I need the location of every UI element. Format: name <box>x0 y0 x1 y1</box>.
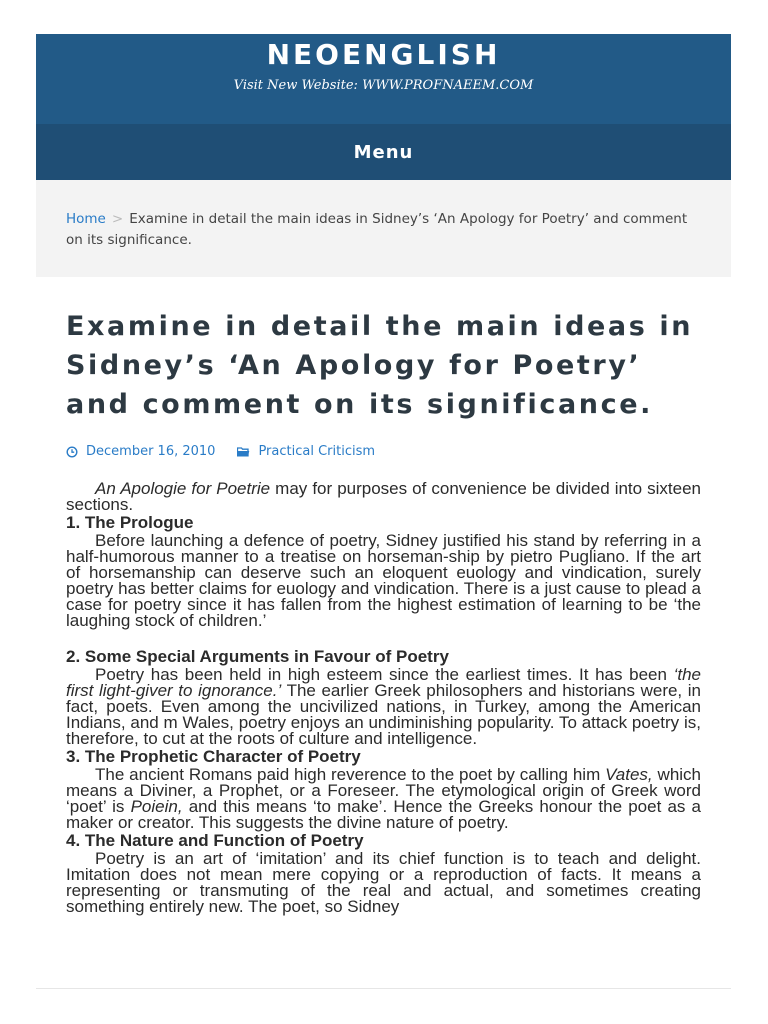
post-title: Examine in detail the main ideas in Sidney’s ‘An Apology for Poetry’ and comment on its significance. <box>66 311 694 420</box>
post-date-text: December 16, 2010 <box>86 444 216 459</box>
article-body <box>66 481 701 915</box>
breadcrumb-current: Examine in detail the main ideas in Sidney’s ‘An Apology for Poetry’ and comment on its significance. <box>66 211 688 248</box>
intro-text: may for purposes of convenience be divided into sixteen sections. <box>66 479 702 514</box>
post-content <box>36 307 731 915</box>
post-meta <box>66 444 701 459</box>
section-paragraph: Before launching a defence of poetry, Sidney justified his stand by referring in a half-humorous manner to a treatise on horseman-ship by pietro Pugliano. If the art of horsemanship can deserve such an eloquent euology and vindication, surely poetry has better claims for euology and vindication. There is a just cause to plead a case for poetry since it has fallen from the highest estimation of learning to be ‘the laughing stock of children.’ <box>66 531 701 630</box>
text-run: Poetry has been held in high esteem since the earliest times. It has been <box>95 665 674 684</box>
post-date[interactable] <box>66 444 215 459</box>
page-container <box>36 34 731 915</box>
text-run: and this means ‘to make’. Hence the Greeks honour the poet as a maker or creator. This suggests the divine nature of poetry. <box>66 797 702 832</box>
clock-icon <box>66 446 78 458</box>
breadcrumb-separator: > <box>111 211 124 227</box>
term-emphasis: Vates, <box>605 765 653 784</box>
page-divider <box>36 988 731 989</box>
term-emphasis: Poiein, <box>130 797 183 816</box>
section-heading: 4. The Nature and Function of Poetry <box>66 831 364 850</box>
quote-emphasis: ‘the first light-giver to ignorance.’ <box>66 665 701 700</box>
menu-toggle[interactable]: Menu <box>36 124 731 180</box>
text-run: The earlier Greek philosophers and historians were, in fact, poets. Even among the uncivilized nations, in Turkey, among the American Indians, and m Wales, poetry enjoys an undiminishing popularity. To attack poetry is, therefore, to cut at the roots of culture and intelligence. <box>66 681 702 748</box>
section-heading: 3. The Prophetic Character of Poetry <box>66 747 361 766</box>
folder-icon <box>237 446 250 457</box>
intro-emphasis: An Apologie for Poetrie <box>95 479 271 498</box>
section-heading: 1. The Prologue <box>66 513 194 532</box>
breadcrumb-home-link[interactable]: Home <box>66 211 106 227</box>
spacer <box>66 629 701 647</box>
section-paragraph <box>66 667 701 747</box>
post-category[interactable] <box>237 444 375 459</box>
intro-paragraph <box>66 481 701 513</box>
breadcrumb <box>36 180 731 277</box>
section-heading: 2. Some Special Arguments in Favour of Poetry <box>66 647 449 666</box>
section-paragraph <box>66 767 701 831</box>
section-paragraph: Poetry is an art of ‘imitation’ and its chief function is to teach and delight. Imitation does not mean mere copying or a reproduction of facts. It means a representing or transmuting of the real and actual, and sometimes creating something entirely new. The poet, so Sidney <box>66 849 701 916</box>
text-run: The ancient Romans paid high reverence to the poet by calling him <box>95 765 606 784</box>
site-header <box>36 34 731 124</box>
text-run: which means a Diviner, a Prophet, or a Foreseer. The etymological origin of Greek word ‘poet’ is <box>66 765 701 816</box>
site-description: Visit New Website: WWW.PROFNAEEM.COM <box>233 78 534 93</box>
post-category-text: Practical Criticism <box>258 444 376 459</box>
site-title[interactable]: NEOENGLISH <box>266 38 501 71</box>
